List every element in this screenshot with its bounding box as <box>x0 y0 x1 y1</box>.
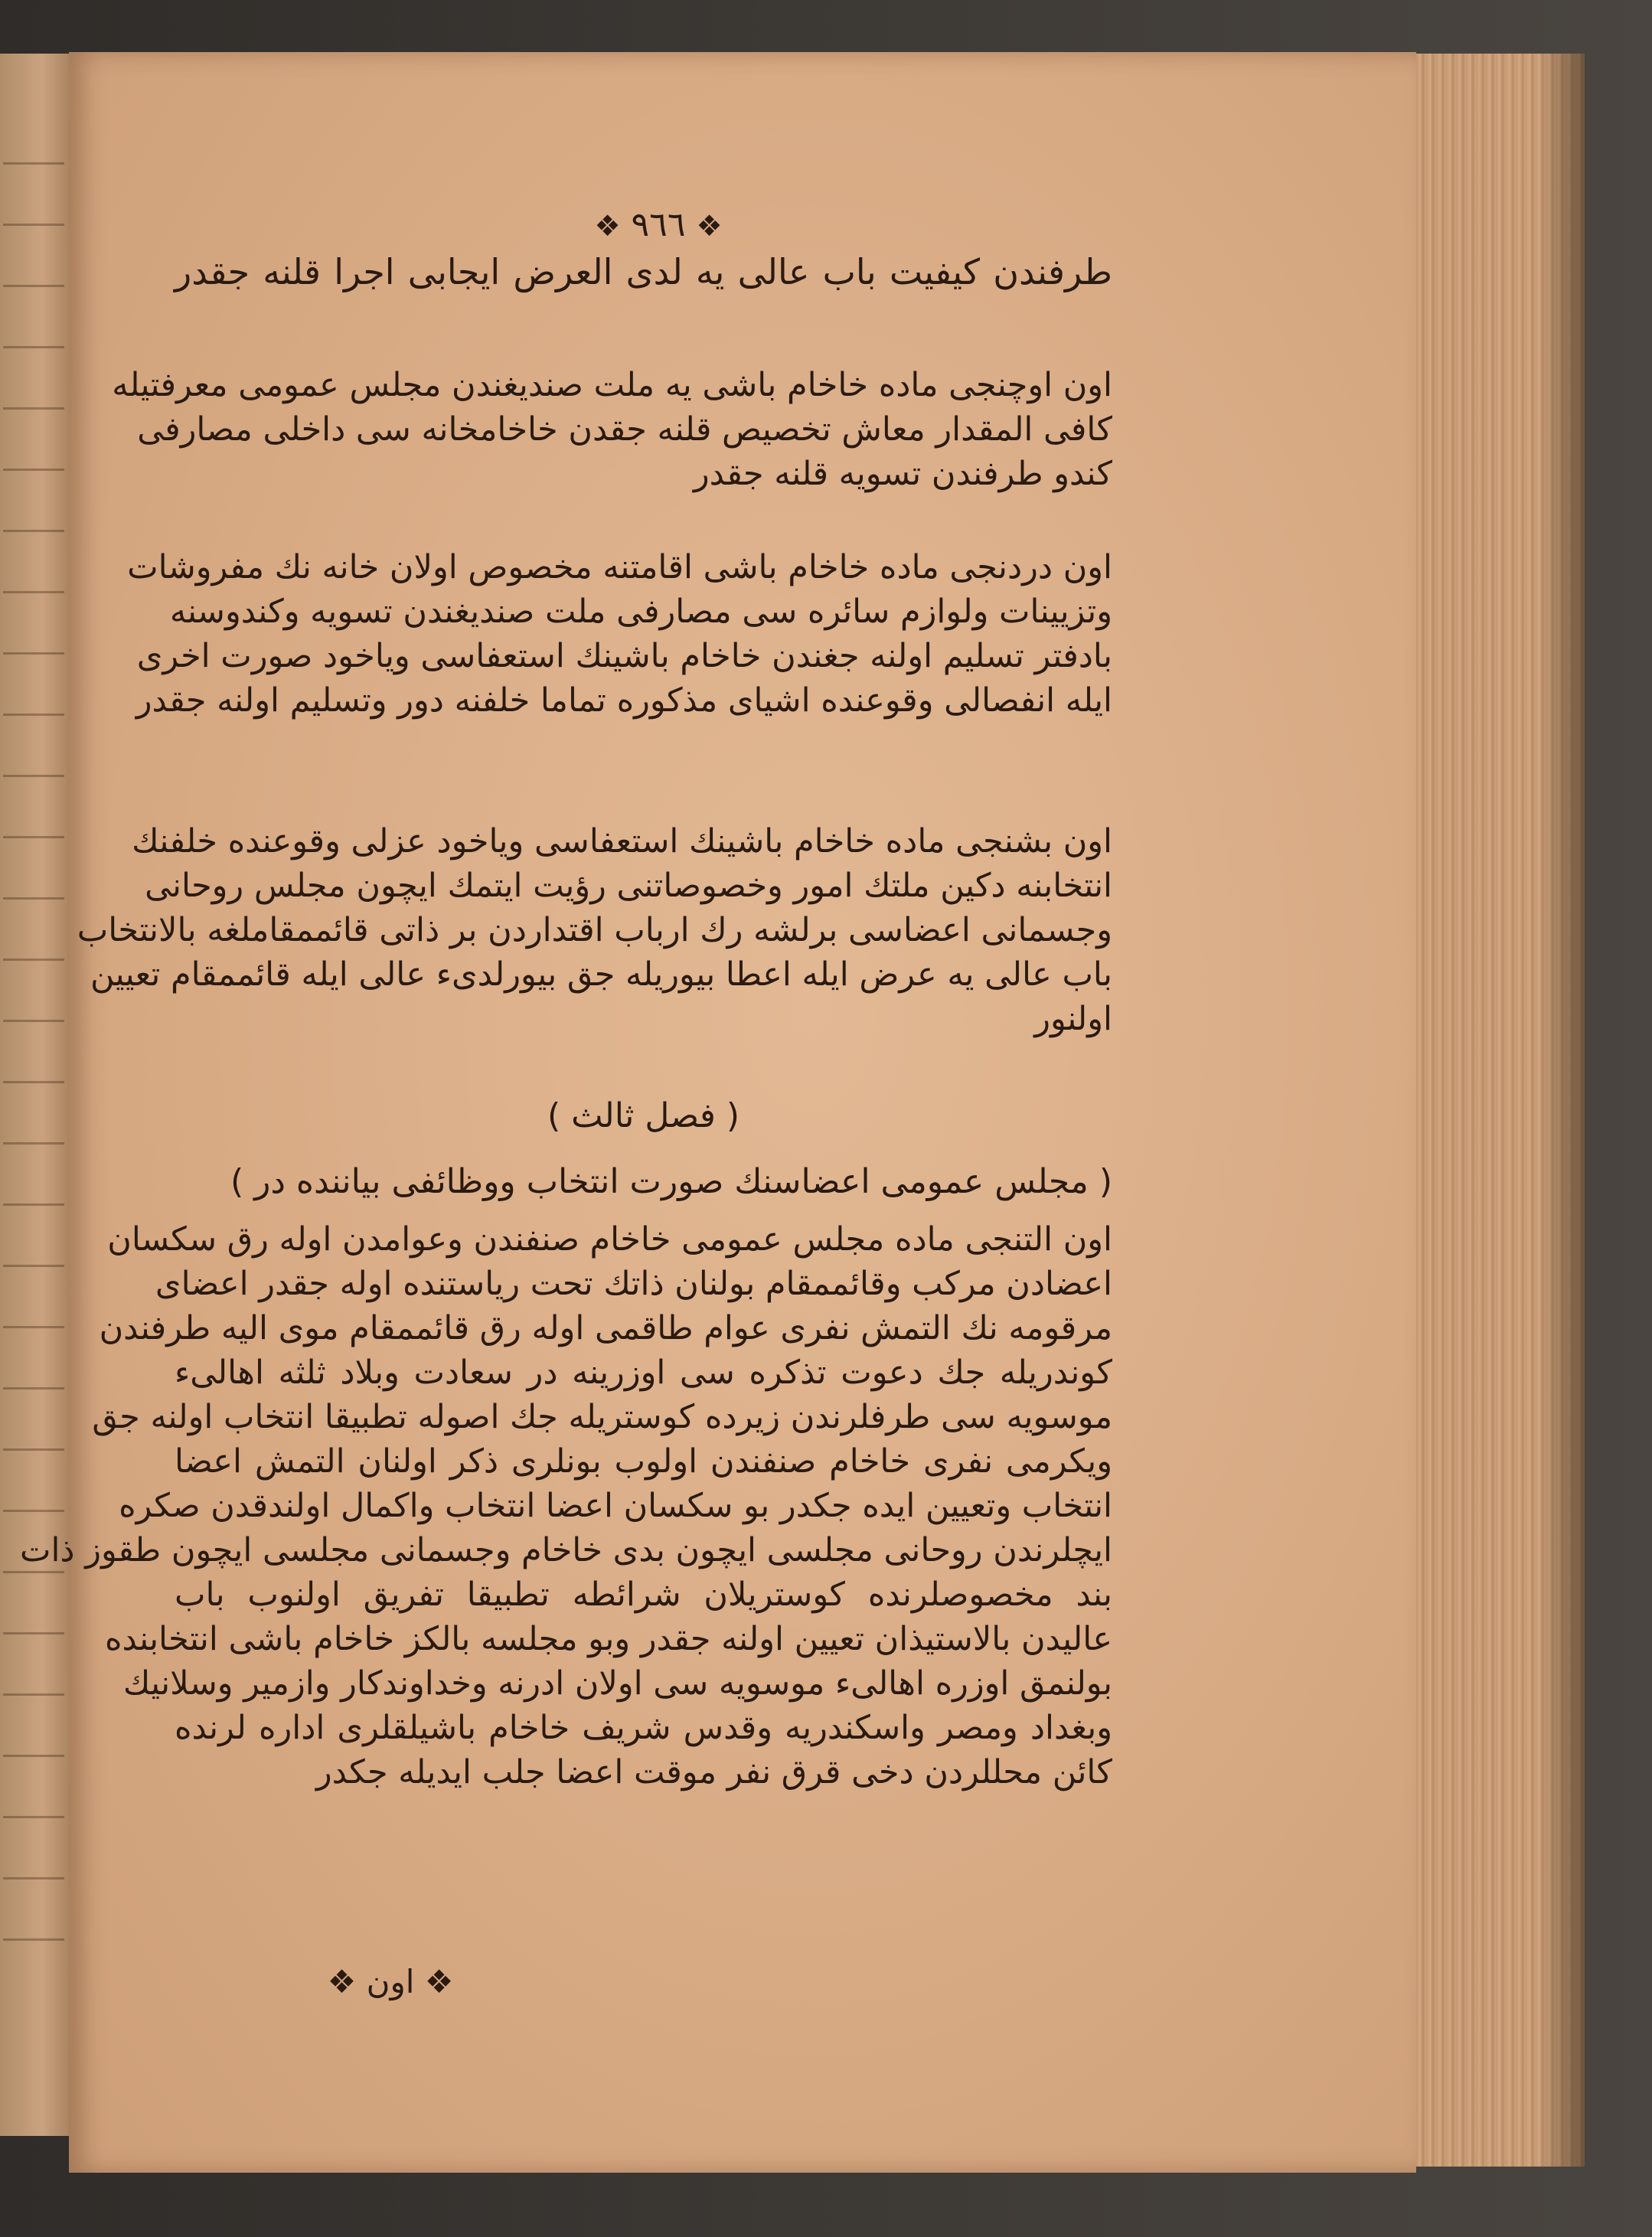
catchword: ❖ اون ❖ <box>327 1963 454 2000</box>
text-fragment <box>3 1370 64 1390</box>
text-fragment <box>3 942 64 961</box>
ornament-right-icon: ❖ <box>696 209 723 243</box>
section-title: ( فصل ثالث ) <box>547 1096 740 1135</box>
text-fragment <box>3 1493 64 1512</box>
text-fragment <box>3 452 64 471</box>
text-fragment <box>3 513 64 532</box>
text-fragment <box>3 697 64 716</box>
text-fragment <box>3 1064 64 1083</box>
text-fragment <box>3 1432 64 1451</box>
text-fragment <box>3 1187 64 1206</box>
article-14 <box>127 545 1112 723</box>
text-line: اون اوچنجى ماده خاخام باشى يه ملت صنديغندن مجلس عمومى معرفتيله <box>112 366 1112 404</box>
text-line: اون دردنجى ماده خاخام باشى اقامتنه مخصوص اولان خانه نك مفروشات <box>127 548 1112 586</box>
text-line: اون بشنجى ماده خاخام باشينك استعفاسى وياخود عزلى وقوعنده خلفنك <box>132 822 1112 861</box>
text-fragment <box>3 390 64 410</box>
text-fragment <box>3 819 64 838</box>
page-number <box>559 205 758 244</box>
page-stack-edge <box>1416 54 1585 2167</box>
text-line: كندو طرفندن تسويه قلنه جقدر <box>693 455 1112 493</box>
text-fragment <box>3 1003 64 1022</box>
text-line: بند مخصوصلرنده كوستريلان شرائطه تطبيقا تفريق اولنوب باب <box>175 1576 1112 1614</box>
text-line: باب عالى يه عرض ايله اعطا بيوريله جق بيورلدىء عالى ايله قائممقام تعيين <box>90 955 1112 994</box>
text-fragment <box>3 1860 64 1879</box>
text-line: اولنور <box>1034 1000 1112 1038</box>
ornament-left-icon: ❖ <box>594 209 621 243</box>
article-15 <box>77 819 1112 1041</box>
text-fragment <box>3 268 64 287</box>
text-fragment <box>3 1615 64 1634</box>
text-fragment <box>3 1309 64 1328</box>
text-line: ايچلرندن روحانى مجلسى ايچون بدى خاخام وجسمانى مجلسى ايچون طقوز ذات <box>19 1531 1112 1569</box>
text-fragment <box>3 1799 64 1818</box>
text-line: وبغداد ومصر واسكندريه وقدس شريف خاخام باشيلقلرى اداره لرنده <box>175 1709 1112 1747</box>
text-fragment <box>3 1677 64 1696</box>
text-fragment <box>3 329 64 348</box>
text-line: وتزيينات ولوازم سائره سى مصارفى ملت صنديغندن تسويه وكندوسنه <box>169 593 1112 631</box>
text-fragment <box>3 1125 64 1145</box>
text-line: اعضادن مركب وقائممقام بولنان ذاتك تحت رياستنده اوله جقدر اعضاى <box>155 1265 1112 1303</box>
text-line: انتخابنه دكين ملتك امور وخصوصاتنى رؤيت ايتمك ايچون مجلس روحانى <box>145 867 1112 905</box>
text-line: وجسمانى اعضاسى برلشه رك ارباب اقتداردن بر ذاتى قائممقاملغه بالانتخاب <box>77 911 1112 949</box>
text-line: كائن محللردن دخى قرق نفر موقت اعضا جلب ايديله جكدر <box>315 1753 1112 1791</box>
text-fragment <box>3 574 64 593</box>
page-number-value: ٩٦٦ <box>631 205 686 244</box>
text-fragment <box>3 758 64 777</box>
text-fragment <box>3 207 64 226</box>
text-line: بادفتر تسليم اولنه جغندن خاخام باشينك استعفاسى وياخود صورت اخرى <box>136 637 1112 675</box>
text-line: ايله انفصالى وقوعنده اشياى مذكوره تماما خلفنه دور وتسليم اولنه جقدر <box>135 681 1112 720</box>
text-line: انتخاب وتعيين ايده جكدر بو سكسان اعضا انتخاب واكمال اولندقدن صكره <box>119 1487 1112 1525</box>
section-subtitle: ( مجلس عمومى اعضاسنك صورت انتخاب ووظائفى بياننده در ) <box>230 1162 1112 1201</box>
text-line: اون التنجى ماده مجلس عمومى خاخام صنفندن وعوامدن اوله رق سكسان <box>107 1220 1112 1259</box>
text-line: مرقومه نك التمش نفرى عوام طاقمى اوله رق قائممقام موى اليه طرفندن <box>99 1309 1112 1347</box>
text-line: ويكرمى نفرى خاخام صنفندن اولوب بونلرى ذكر اولنان التمش اعضا <box>175 1442 1112 1481</box>
article-13 <box>112 363 1112 496</box>
text-fragment <box>3 1922 64 1941</box>
text-line: كوندريله جك دعوت تذكره سى اوزرينه در سعادت وبلاد ثلثه اهالىء <box>175 1354 1112 1392</box>
edge-shadow <box>1539 54 1585 2167</box>
text-line: عاليدن بالاستيذان تعيين اولنه جقدر وبو مجلسه بالكز خاخام باشى انتخابنده <box>105 1620 1112 1658</box>
text-line: بولنمق اوزره اهالىء موسويه سى اولان ادرنه وخداوندكار وازمير وسلانيك <box>122 1664 1112 1703</box>
text-line: موسويه سى طرفلرندن زيرده كوستريله جك اصوله تطبيقا انتخاب اولنه جق <box>92 1398 1112 1436</box>
text-fragment <box>3 880 64 900</box>
running-head: طرفندن كيفيت باب عالى يه لدى العرض ايجابى اجرا قلنه جقدر <box>175 251 1112 292</box>
text-fragment <box>3 1248 64 1267</box>
facing-page-edge <box>0 54 70 2136</box>
text-fragment <box>3 1738 64 1757</box>
text-line: كافى المقدار معاش تخصيص قلنه جقدن خاخامخانه سى داخلى مصارفى <box>137 410 1112 449</box>
text-fragment <box>3 145 64 165</box>
article-16 <box>19 1217 1112 1794</box>
text-fragment <box>3 635 64 655</box>
